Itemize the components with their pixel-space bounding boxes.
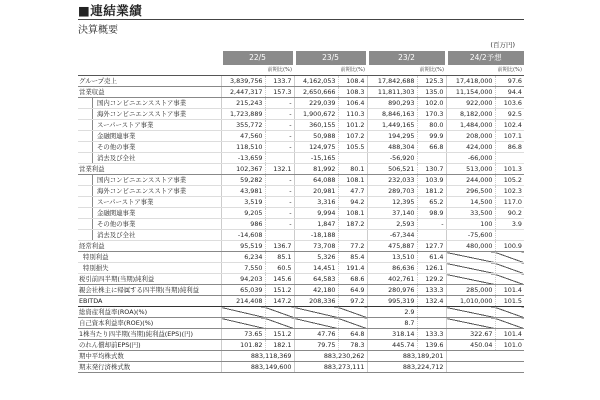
table-row (78, 208, 524, 219)
table-row (78, 252, 524, 263)
value-cell: 214,408 (221, 296, 265, 307)
yoy-cell (495, 153, 524, 164)
value-cell: 883,224,712 (367, 362, 446, 373)
value-cell: 1,449,165 (367, 120, 417, 131)
value-cell: 101.82 (221, 340, 265, 351)
row-label (78, 208, 221, 219)
yoy-cell (265, 230, 294, 241)
not-applicable-cell (265, 307, 294, 318)
value-cell: 402,761 (367, 274, 417, 285)
yoy-cell: 107.2 (338, 131, 367, 142)
yoy-cell: 101.3 (495, 164, 524, 175)
value-cell: 13,510 (367, 252, 417, 263)
table-row (78, 362, 524, 373)
yoy-cell: 97.2 (338, 296, 367, 307)
yoy-cell: 108.1 (338, 175, 367, 186)
value-cell: 73,708 (294, 241, 338, 252)
yoy-cell (338, 153, 367, 164)
table-row (78, 263, 524, 274)
value-cell: -15,165 (294, 153, 338, 164)
period-23-2: 23/2 (367, 51, 446, 65)
subheader-blank (78, 65, 221, 76)
value-cell: 883,273,111 (294, 362, 367, 373)
row-label (78, 153, 221, 164)
value-cell: 883,149,600 (221, 362, 294, 373)
not-applicable-cell (446, 274, 495, 285)
segment-label: 海外コンビニエンスストア事業 (92, 109, 219, 119)
yoy-cell: 78.3 (338, 340, 367, 351)
value-cell: 4,162,053 (294, 76, 338, 87)
value-cell: 995,319 (367, 296, 417, 307)
yoy-cell: - (265, 120, 294, 131)
table-row (78, 230, 524, 241)
yoy-cell: 102.3 (495, 186, 524, 197)
value-cell: 73.65 (221, 329, 265, 340)
row-label: 営業収益 (78, 87, 221, 98)
value-cell: 506,521 (367, 164, 417, 175)
value-cell: 208,000 (446, 131, 495, 142)
table-row (78, 131, 524, 142)
financial-summary-table (78, 51, 524, 373)
yoy-cell: 68.6 (338, 274, 367, 285)
yoy-cell: 135.0 (417, 87, 446, 98)
value-cell: 64,088 (294, 175, 338, 186)
value-cell: -66,000 (446, 153, 495, 164)
row-label: 総資産利益率(ROA)(%) (78, 307, 221, 318)
title-bar (78, 3, 524, 20)
segment-label: 消去及び全社 (92, 153, 219, 163)
yoy-cell: 145.6 (265, 274, 294, 285)
value-cell (446, 351, 524, 362)
value-cell: -14,608 (221, 230, 265, 241)
yoy-cell: - (265, 142, 294, 153)
yoy-cell: 98.9 (417, 208, 446, 219)
value-cell: 424,000 (446, 142, 495, 153)
value-cell: 513,000 (446, 164, 495, 175)
subheader-blank (294, 65, 338, 76)
value-cell: 47.76 (294, 329, 338, 340)
table-row (78, 164, 524, 175)
yoy-cell (417, 153, 446, 164)
yoy-cell: 105.5 (338, 142, 367, 153)
yoy-cell: 105.2 (495, 175, 524, 186)
not-applicable-cell (338, 318, 367, 329)
value-cell: 883,189,201 (367, 351, 446, 362)
value-cell: 9,994 (294, 208, 338, 219)
yoy-cell: 110.3 (338, 109, 367, 120)
value-cell: 65,039 (221, 285, 265, 296)
yoy-cell: 86.8 (495, 142, 524, 153)
row-label (78, 175, 221, 186)
value-cell: 100 (446, 219, 495, 230)
value-cell: 8,182,000 (446, 109, 495, 120)
yoy-cell: 100.9 (495, 241, 524, 252)
yoy-cell: 130.7 (417, 164, 446, 175)
yoy-cell: 117.0 (495, 197, 524, 208)
row-label (78, 120, 221, 131)
subheader-blank (446, 65, 495, 76)
yoy-cell (338, 230, 367, 241)
yoy-header: 前期比(%) (338, 65, 367, 76)
table-row (78, 197, 524, 208)
yoy-cell: 132.1 (265, 164, 294, 175)
not-applicable-cell (221, 318, 265, 329)
yoy-cell: 101.4 (495, 285, 524, 296)
yoy-cell: - (265, 208, 294, 219)
not-applicable-cell (446, 263, 495, 274)
value-cell: 450.04 (446, 340, 495, 351)
yoy-cell: 99.9 (417, 131, 446, 142)
yoy-cell: - (417, 219, 446, 230)
yoy-cell: 94.2 (338, 197, 367, 208)
yoy-cell: 106.4 (338, 98, 367, 109)
subheader-blank (367, 65, 417, 76)
value-cell: 1,484,000 (446, 120, 495, 131)
value-cell: 37,140 (367, 208, 417, 219)
row-label: 経常利益 (78, 241, 221, 252)
table-row (78, 351, 524, 362)
yoy-cell: 125.3 (417, 76, 446, 87)
yoy-cell: 108.4 (338, 76, 367, 87)
value-cell: 986 (221, 219, 265, 230)
row-label: のれん償却前EPS(円) (78, 340, 221, 351)
value-cell: 79.75 (294, 340, 338, 351)
table-body (78, 76, 524, 373)
yoy-cell: 92.5 (495, 109, 524, 120)
value-cell: 33,500 (446, 208, 495, 219)
subheader-blank (221, 65, 265, 76)
value-cell: 11,154,000 (446, 87, 495, 98)
period-22-5: 22/5 (221, 51, 294, 65)
value-cell: 42,180 (294, 285, 338, 296)
page-title: ■連結業績 (78, 3, 143, 18)
value-cell: 208,336 (294, 296, 338, 307)
yoy-cell: - (265, 175, 294, 186)
value-cell: 922,000 (446, 98, 495, 109)
value-cell: 59,282 (221, 175, 265, 186)
yoy-cell (417, 230, 446, 241)
yoy-cell: 136.7 (265, 241, 294, 252)
value-cell: 8.7 (367, 318, 417, 329)
yoy-cell (417, 307, 446, 318)
yoy-cell: 151.2 (265, 285, 294, 296)
yoy-cell: - (265, 219, 294, 230)
table-row (78, 340, 524, 351)
value-cell: 12,395 (367, 197, 417, 208)
yoy-cell: 47.7 (338, 186, 367, 197)
segment-label: スーパーストア事業 (92, 120, 219, 130)
value-cell: 81,992 (294, 164, 338, 175)
value-cell: -56,920 (367, 153, 417, 164)
value-cell: 43,981 (221, 186, 265, 197)
unit-label: (百万円) (490, 41, 515, 49)
table-row (78, 307, 524, 318)
not-applicable-cell (446, 252, 495, 263)
yoy-cell: 108.1 (338, 208, 367, 219)
segment-label: 金融関連事業 (92, 131, 219, 141)
yoy-cell: 132.4 (417, 296, 446, 307)
yoy-cell: 60.5 (265, 263, 294, 274)
period-24-2-forecast: 24/2予想 (446, 51, 524, 65)
value-cell: 9,205 (221, 208, 265, 219)
value-cell: 17,418,000 (446, 76, 495, 87)
not-applicable-cell (495, 307, 524, 318)
table-row (78, 219, 524, 230)
yoy-cell: 182.1 (265, 340, 294, 351)
row-label: 営業利益 (78, 164, 221, 175)
table-row (78, 142, 524, 153)
row-label: 自己資本利益率(ROE)(%) (78, 318, 221, 329)
value-cell: 5,326 (294, 252, 338, 263)
row-label: 税引前四半期(当期)純利益 (78, 274, 221, 285)
segment-label: 海外コンビニエンスストア事業 (92, 186, 219, 196)
yoy-cell: 157.3 (265, 87, 294, 98)
row-label: EBITDA (78, 296, 221, 307)
not-applicable-cell (495, 263, 524, 274)
yoy-cell: 139.6 (417, 340, 446, 351)
table-row (78, 241, 524, 252)
value-cell: 280,976 (367, 285, 417, 296)
yoy-cell (265, 153, 294, 164)
yoy-cell: 90.2 (495, 208, 524, 219)
yoy-cell: - (265, 131, 294, 142)
value-cell: 480,000 (446, 241, 495, 252)
yoy-cell: 102.0 (417, 98, 446, 109)
yoy-cell: 101.4 (495, 329, 524, 340)
not-applicable-cell (495, 252, 524, 263)
value-cell: 95,519 (221, 241, 265, 252)
segment-label: 国内コンビニエンスストア事業 (92, 175, 219, 185)
value-cell: 445.74 (367, 340, 417, 351)
period-23-5: 23/5 (294, 51, 367, 65)
table-row (78, 186, 524, 197)
yoy-cell: 85.4 (338, 252, 367, 263)
value-cell: 14,451 (294, 263, 338, 274)
yoy-cell: 191.4 (338, 263, 367, 274)
value-cell: 322.67 (446, 329, 495, 340)
value-cell: 883,230,262 (294, 351, 367, 362)
row-label: グループ売上 (78, 76, 221, 87)
row-label: 1株当たり四半期(当期)純利益(EPS)(円) (78, 329, 221, 340)
value-cell: 2.9 (367, 307, 417, 318)
value-cell: 229,039 (294, 98, 338, 109)
yoy-cell: 102.4 (495, 120, 524, 131)
yoy-cell: 133.3 (417, 329, 446, 340)
yoy-cell: 66.8 (417, 142, 446, 153)
yoy-cell: - (265, 98, 294, 109)
value-cell: 3,839,756 (221, 76, 265, 87)
row-label (78, 197, 221, 208)
value-cell: 360,155 (294, 120, 338, 131)
value-cell: -67,344 (367, 230, 417, 241)
yoy-cell: 147.2 (265, 296, 294, 307)
yoy-cell: 181.2 (417, 186, 446, 197)
not-applicable-cell (495, 318, 524, 329)
value-cell: 102,367 (221, 164, 265, 175)
table-row (78, 296, 524, 307)
row-label: 特別利益 (78, 252, 221, 263)
table-row (78, 87, 524, 98)
value-cell: 86,636 (367, 263, 417, 274)
section-subtitle: 決算概要 (78, 25, 118, 36)
row-label (78, 219, 221, 230)
value-cell: 1,900,672 (294, 109, 338, 120)
yoy-header: 前期比(%) (495, 65, 524, 76)
yoy-cell: - (265, 197, 294, 208)
value-cell: 3,519 (221, 197, 265, 208)
value-cell: 2,447,317 (221, 87, 265, 98)
value-cell: 17,842,688 (367, 76, 417, 87)
yoy-cell: 85.1 (265, 252, 294, 263)
table-row (78, 153, 524, 164)
row-label (78, 109, 221, 120)
yoy-cell: 151.2 (265, 329, 294, 340)
value-cell: 14,500 (446, 197, 495, 208)
table-row (78, 98, 524, 109)
value-cell: 118,510 (221, 142, 265, 153)
value-cell: 64,583 (294, 274, 338, 285)
value-cell: 194,295 (367, 131, 417, 142)
yoy-cell: 80.1 (338, 164, 367, 175)
yoy-cell: 129.2 (417, 274, 446, 285)
table-row (78, 120, 524, 131)
table-row (78, 329, 524, 340)
segment-label: 国内コンビニエンスストア事業 (92, 98, 219, 108)
segment-label: その他の事業 (92, 142, 219, 152)
not-applicable-cell (446, 318, 495, 329)
row-label: 特別損失 (78, 263, 221, 274)
value-cell: 6,234 (221, 252, 265, 263)
segment-label: その他の事業 (92, 219, 219, 229)
row-label: 親会社株主に帰属する四半期(当期)純利益 (78, 285, 221, 296)
not-applicable-cell (338, 307, 367, 318)
yoy-cell: 80.0 (417, 120, 446, 131)
value-cell: 244,000 (446, 175, 495, 186)
yoy-cell (495, 230, 524, 241)
not-applicable-cell (294, 318, 338, 329)
yoy-cell: 108.3 (338, 87, 367, 98)
value-cell: 232,033 (367, 175, 417, 186)
not-applicable-cell (446, 307, 495, 318)
value-cell: 3,316 (294, 197, 338, 208)
value-cell: 11,811,303 (367, 87, 417, 98)
value-cell: 47,560 (221, 131, 265, 142)
not-applicable-cell (221, 307, 265, 318)
yoy-cell: 65.2 (417, 197, 446, 208)
yoy-cell: 187.2 (338, 219, 367, 230)
row-label (78, 131, 221, 142)
not-applicable-cell (265, 318, 294, 329)
yoy-cell (417, 318, 446, 329)
value-cell: 475,887 (367, 241, 417, 252)
value-cell: 285,000 (446, 285, 495, 296)
value-cell: 8,846,163 (367, 109, 417, 120)
yoy-cell: 133.3 (417, 285, 446, 296)
period-header-row (78, 51, 524, 65)
value-cell: 1,010,000 (446, 296, 495, 307)
row-label (78, 186, 221, 197)
subheader-row (78, 65, 524, 76)
segment-label: 消去及び全社 (92, 230, 219, 240)
yoy-cell: 133.7 (265, 76, 294, 87)
yoy-cell: 101.2 (338, 120, 367, 131)
value-cell: 94,203 (221, 274, 265, 285)
yoy-header: 前期比(%) (265, 65, 294, 76)
table-row (78, 76, 524, 87)
yoy-cell: 97.6 (495, 76, 524, 87)
yoy-header: 前期比(%) (417, 65, 446, 76)
yoy-cell: 107.1 (495, 131, 524, 142)
value-cell: 50,988 (294, 131, 338, 142)
yoy-cell: 64.9 (338, 285, 367, 296)
table-row (78, 318, 524, 329)
value-cell: -75,600 (446, 230, 495, 241)
value-cell: 296,500 (446, 186, 495, 197)
yoy-cell: 170.3 (417, 109, 446, 120)
yoy-cell: 101.0 (495, 340, 524, 351)
row-label (78, 142, 221, 153)
value-cell: 289,703 (367, 186, 417, 197)
value-cell (446, 362, 524, 373)
row-label: 期末発行済株式数 (78, 362, 221, 373)
yoy-cell: 103.9 (417, 175, 446, 186)
yoy-cell: 3.9 (495, 219, 524, 230)
yoy-cell: 127.7 (417, 241, 446, 252)
value-cell: 883,118,369 (221, 351, 294, 362)
table-row (78, 274, 524, 285)
value-cell: 124,975 (294, 142, 338, 153)
yoy-cell: 77.2 (338, 241, 367, 252)
value-cell: -13,659 (221, 153, 265, 164)
value-cell: 890,293 (367, 98, 417, 109)
segment-label: 金融関連事業 (92, 208, 219, 218)
corner-cell (78, 51, 221, 65)
table-row (78, 109, 524, 120)
not-applicable-cell (294, 307, 338, 318)
yoy-cell: 94.4 (495, 87, 524, 98)
value-cell: 7,550 (221, 263, 265, 274)
segment-label: スーパーストア事業 (92, 197, 219, 207)
value-cell: 1,847 (294, 219, 338, 230)
yoy-cell: 126.1 (417, 263, 446, 274)
table-row (78, 285, 524, 296)
yoy-cell: 103.6 (495, 98, 524, 109)
table-row (78, 175, 524, 186)
row-label: 期中平均株式数 (78, 351, 221, 362)
row-label (78, 98, 221, 109)
value-cell: 1,723,889 (221, 109, 265, 120)
value-cell: 488,304 (367, 142, 417, 153)
value-cell: 215,243 (221, 98, 265, 109)
value-cell: 20,981 (294, 186, 338, 197)
not-applicable-cell (495, 274, 524, 285)
row-label (78, 230, 221, 241)
yoy-cell: 61.4 (417, 252, 446, 263)
yoy-cell: 64.8 (338, 329, 367, 340)
value-cell: 318.14 (367, 329, 417, 340)
value-cell: 355,772 (221, 120, 265, 131)
yoy-cell: - (265, 109, 294, 120)
yoy-cell: - (265, 186, 294, 197)
yoy-cell: 101.5 (495, 296, 524, 307)
value-cell: 2,593 (367, 219, 417, 230)
value-cell: 2,650,666 (294, 87, 338, 98)
value-cell: -18,188 (294, 230, 338, 241)
